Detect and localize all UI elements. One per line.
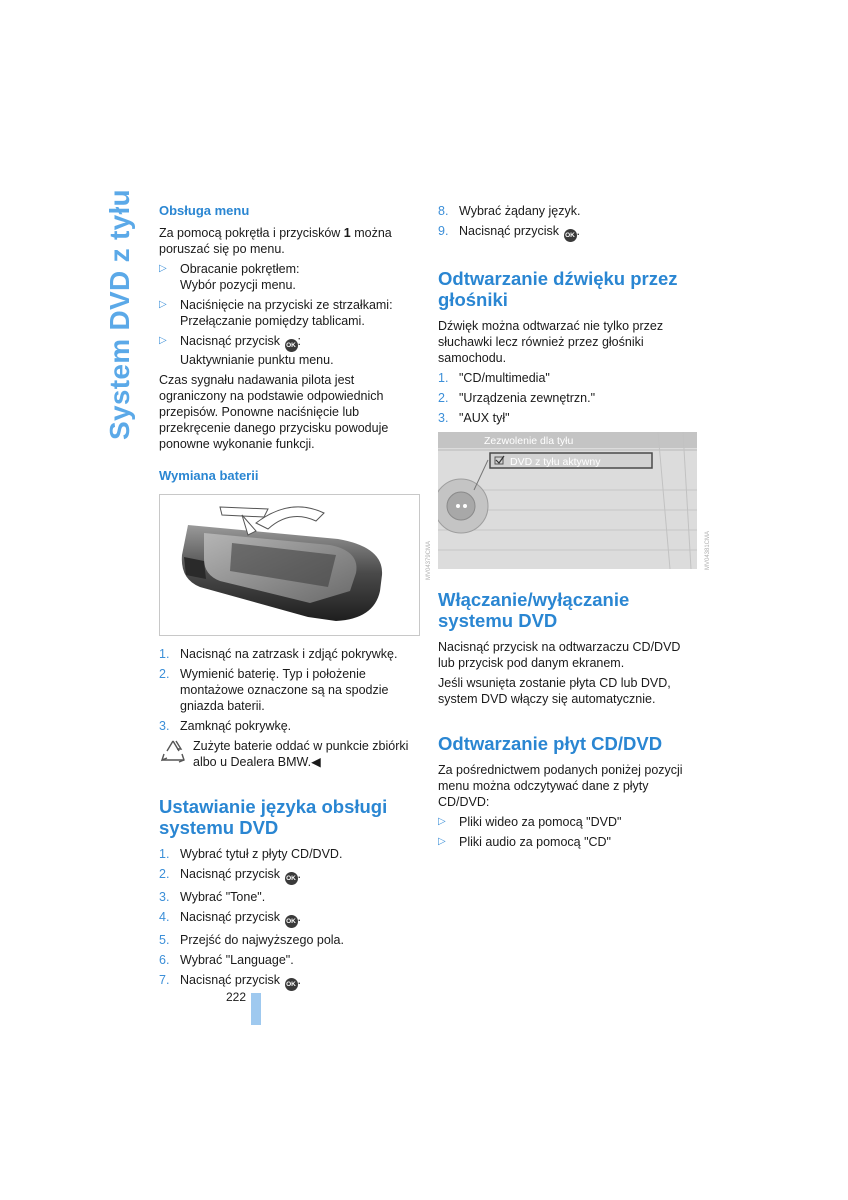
ok-button-icon: OK [285, 872, 298, 885]
screen-figure-code: MV04381CMA [705, 530, 711, 570]
list-item: 9. Nacisnąć przycisk OK . [438, 223, 700, 242]
idrive-screen-image [438, 432, 697, 569]
ok-button-icon: OK [285, 339, 298, 352]
battery-steps [159, 646, 421, 734]
language-heading: Ustawianie języka obsługi systemu DVD [159, 796, 388, 838]
list-item: ▷ Obracanie pokrętłem: Wybór pozycji menu. [159, 262, 300, 292]
menu-heading: Obsługa menu [159, 203, 250, 218]
section-title: System DVD z tyłu [104, 189, 135, 440]
page-marker-bar [251, 993, 261, 1025]
onoff-paragraph-1: Nacisnąć przycisk na odtwarzaczu CD/DVD lub przycisk pod danym ekranem. [438, 640, 681, 670]
list-item: ▷ Naciśnięcie na przyciski ze strzałkami: Przełączanie pomiędzy tablicami. [159, 298, 393, 328]
right-column [438, 203, 700, 854]
list-item: 3. Zamknąć pokrywkę. [159, 719, 292, 733]
list-item: 1. Wybrać tytuł z płyty CD/DVD. [159, 847, 343, 861]
speakers-steps [438, 370, 700, 426]
remote-control-image [160, 495, 419, 635]
language-steps [159, 846, 421, 991]
bullet-icon: ▷ [438, 816, 446, 827]
battery-heading: Wymiana baterii [159, 468, 259, 483]
list-item: 3. Wybrać "Tone". [159, 890, 266, 904]
list-item: 8. Wybrać żądany język. [438, 204, 581, 218]
recycle-text: Zużyte baterie oddać w punkcie zbiórki albo u Dealera BMW.◀ [193, 739, 409, 769]
play-bullets [438, 814, 700, 850]
battery-figure-code: MV04379CMA [426, 540, 432, 580]
list-item: 2. Wymienić baterię. Typ i położenie montażowe oznaczone są na spodzie gniazda baterii. [159, 667, 389, 713]
page-number: 222 [226, 990, 247, 1004]
bullet-icon: ▷ [159, 299, 167, 310]
list-item: ▷ Nacisnąć przycisk OK : Uaktywnianie punktu menu. [159, 334, 334, 367]
screen-menu-item: DVD z tyłu aktywny [510, 456, 601, 468]
list-item: 3. "AUX tył" [438, 411, 510, 425]
signal-paragraph: Czas sygnału nadawania pilota jest ograniczony na podstawie odpowiednich przepisów. Ponowne naciśnięcie lub przekręcenie danego przycisku powoduje ponowne wykonanie funkcji. [159, 373, 389, 451]
list-item: 6. Wybrać "Language". [159, 953, 294, 967]
onoff-paragraph-2: Jeśli wsunięta zostanie płyta CD lub DVD, system DVD włączy się automatycznie. [438, 676, 671, 706]
speakers-intro: Dźwięk można odtwarzać nie tylko przez słuchawki lecz również przez głośniki samochodu. [438, 319, 664, 365]
left-column [159, 203, 421, 995]
bullet-icon: ▷ [438, 836, 446, 847]
idrive-screen-figure [438, 432, 697, 569]
speakers-heading: Odtwarzanie dźwięku przez głośniki [438, 268, 678, 310]
list-item: 4. Nacisnąć przycisk OK . [159, 909, 421, 928]
onoff-heading: Włączanie/wyłączanie systemu DVD [438, 589, 630, 631]
list-item: 5. Przejść do najwyższego pola. [159, 933, 344, 947]
list-item: 1. Nacisnąć na zatrzask i zdjąć pokrywkę. [159, 647, 398, 661]
ok-button-icon: OK [285, 915, 298, 928]
play-intro: Za pośrednictwem podanych poniżej pozycji menu można odczytywać dane z płyty CD/DVD: [438, 763, 683, 809]
recycle-note [159, 738, 421, 770]
recycle-icon [159, 738, 187, 766]
bullet-icon: ▷ [159, 263, 167, 274]
bullet-icon: ▷ [159, 335, 167, 346]
list-item: ▷ Pliki audio za pomocą "CD" [438, 835, 611, 849]
list-item: ▷ Pliki wideo za pomocą "DVD" [438, 815, 622, 829]
list-item: 2. Nacisnąć przycisk OK . [159, 866, 421, 885]
ok-button-icon: OK [285, 978, 298, 991]
language-steps-continued [438, 203, 700, 242]
remote-battery-figure [159, 494, 420, 636]
section-title-vertical [104, 189, 140, 445]
ok-button-icon: OK [564, 229, 577, 242]
menu-intro: Za pomocą pokrętła i przycisków 1 można poruszać się po menu. [159, 226, 392, 256]
list-item: 1. "CD/multimedia" [438, 371, 550, 385]
menu-bullet-list [159, 261, 421, 368]
list-item: 2. "Urządzenia zewnętrzn." [438, 391, 596, 405]
list-item: 7. Nacisnąć przycisk OK . [159, 972, 421, 991]
screen-header-label: Zezwolenie dla tyłu [484, 435, 574, 447]
play-heading: Odtwarzanie płyt CD/DVD [438, 733, 663, 754]
